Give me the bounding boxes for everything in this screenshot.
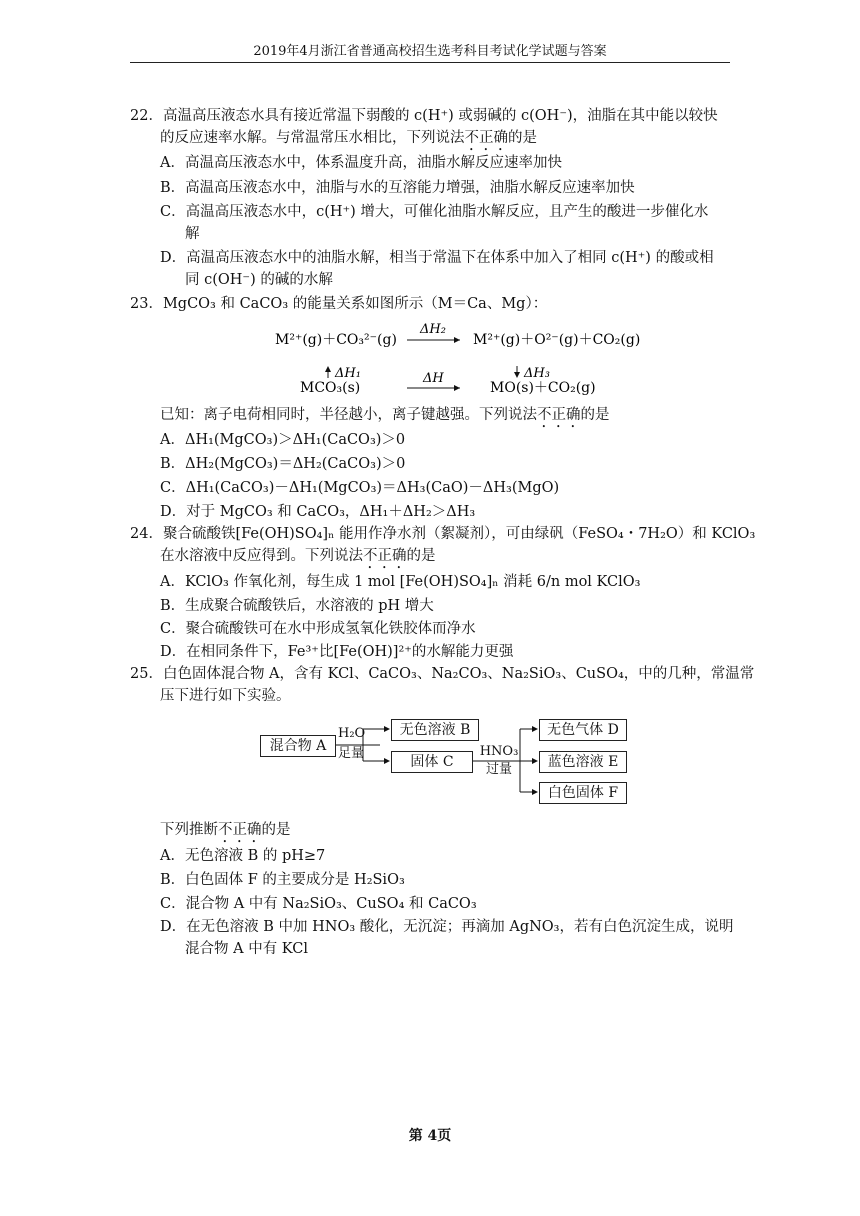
q25-option-b: B．白色固体 F 的主要成分是 H₂SiO₃ — [160, 872, 405, 888]
q25-stem-line1: 25．白色固体混合物 A，含有 KCl、CaCO₃、Na₂CO₃、Na₂SiO₃、CuSO₄，中的几种，常温常 — [130, 666, 755, 682]
q24-option-d: D．在相同条件下，Fe³⁺比[Fe(OH)]²⁺的水解能力更强 — [160, 644, 514, 660]
q25-emphasis: 不正确 — [218, 822, 262, 838]
diagram-dh-label: ΔH — [423, 371, 444, 386]
q22-option-a: A．高温高压液态水中，体系温度升高，油脂水解反应速率加快 — [160, 155, 562, 171]
label-excess: 过量 — [485, 762, 512, 777]
page-number: 第 4页 — [408, 1128, 452, 1144]
q23-emphasis: 不正确 — [537, 407, 581, 423]
q25-option-a: A．无色溶液 B 的 pH≥7 — [160, 848, 326, 864]
experiment-flowchart — [235, 716, 635, 806]
q24-stem-line1: 24．聚合硫酸铁[Fe(OH)SO₄]ₙ 能用作净水剂（絮凝剂），可由绿矾（FeSO₄・7H₂O）和 KClO₃ — [130, 526, 756, 542]
q24-emphasis: 不正确 — [363, 548, 407, 564]
diagram-dh2-label: ΔH₂ — [420, 322, 446, 337]
q24-option-b: B．生成聚合硫酸铁后，水溶液的 pH 增大 — [160, 598, 434, 614]
q23-option-b: B．ΔH₂(MgCO₃)＝ΔH₂(CaCO₃)＞0 — [160, 456, 406, 472]
q23-option-a: A．ΔH₁(MgCO₃)＞ΔH₁(CaCO₃)＞0 — [160, 432, 406, 448]
q23-option-d: D．对于 MgCO₃ 和 CaCO₃，ΔH₁＋ΔH₂＞ΔH₃ — [160, 504, 476, 520]
diagram-top-left: M²⁺(g)＋CO₃²⁻(g) — [275, 332, 397, 348]
q22-stem-line2: 的反应速率水解。与常温常压水相比，下列说法不正确的是 — [160, 130, 537, 146]
diagram-bottom-right: MO(s)＋CO₂(g) — [490, 380, 596, 396]
q25-option-d-line2: 混合物 A 中有 KCl — [185, 941, 308, 957]
label-h2o: H₂O — [338, 726, 366, 741]
q22-stem-line1: 22．高温高压液态水具有接近常温下弱酸的 c(H⁺) 或弱碱的 c(OH⁻)，油脂在其中能以较快 — [130, 108, 718, 124]
diagram-bottom-left: MCO₃(s) — [300, 380, 361, 396]
diagram-down-arrowhead — [514, 372, 520, 378]
q22-option-d-line2: 同 c(OH⁻) 的碱的水解 — [185, 272, 333, 288]
label-enough: 足量 — [337, 746, 364, 761]
q23-stem: 23．MgCO₃ 和 CaCO₃ 的能量关系如图所示（M＝Ca、Mg）： — [130, 296, 548, 312]
q25-stem-line2: 压下进行如下实验。 — [160, 688, 291, 704]
q25-inference-stem: 下列推断不正确的是 — [160, 822, 291, 838]
header-rule — [130, 62, 730, 63]
q24-option-a: A．KClO₃ 作氧化剂，每生成 1 mol [Fe(OH)SO₄]ₙ 消耗 6/n mol KClO₃ — [160, 574, 641, 590]
box-solution-e: 蓝色溶液 E — [539, 751, 627, 773]
diagram-top-arrowhead — [454, 337, 460, 343]
diagram-top-right: M²⁺(g)＋O²⁻(g)＋CO₂(g) — [473, 332, 641, 348]
q22-option-d-line1: D．高温高压液态水中的油脂水解，相当于常温下在体系中加入了相同 c(H⁺) 的酸或相 — [160, 250, 714, 266]
box-mixture-a: 混合物 A — [260, 735, 336, 757]
diagram-dh1-label: ΔH₁ — [335, 366, 361, 381]
energy-cycle-diagram — [255, 318, 655, 398]
q25-option-d-line1: D．在无色溶液 B 中加 HNO₃ 酸化，无沉淀；再滴加 AgNO₃，若有白色沉淀生成，说明 — [160, 919, 734, 935]
q25-option-c: C．混合物 A 中有 Na₂SiO₃、CuSO₄ 和 CaCO₃ — [160, 896, 477, 912]
q23-known: 已知：离子电荷相同时，半径越小，离子键越强。下列说法不正确的是 — [160, 407, 610, 423]
diagram-bottom-arrowhead — [454, 385, 460, 391]
q24-option-c: C．聚合硫酸铁可在水中形成氢氧化铁胶体而净水 — [160, 621, 476, 637]
q22-option-c-line2: 解 — [185, 226, 200, 242]
box-solid-f: 白色固体 F — [539, 782, 627, 804]
box-gas-d: 无色气体 D — [539, 719, 627, 741]
diagram-dh3-label: ΔH₃ — [524, 366, 550, 381]
label-hno3: HNO₃ — [479, 744, 519, 759]
diagram-up-arrowhead — [325, 366, 331, 372]
q24-stem-line2: 在水溶液中反应得到。下列说法不正确的是 — [160, 548, 436, 564]
box-solution-b: 无色溶液 B — [391, 719, 479, 741]
box-solid-c: 固体 C — [391, 751, 473, 773]
q22-emphasis: 不正确 — [464, 130, 508, 146]
page-header: 2019年4月浙江省普通高校招生选考科目考试化学试题与答案 — [253, 44, 607, 59]
q22-option-b: B．高温高压液态水中，油脂与水的互溶能力增强，油脂水解反应速率加快 — [160, 180, 635, 196]
q22-option-c-line1: C．高温高压液态水中，c(H⁺) 增大，可催化油脂水解反应，且产生的酸进一步催化水 — [160, 204, 709, 220]
q23-option-c: C．ΔH₁(CaCO₃)－ΔH₁(MgCO₃)＝ΔH₃(CaO)－ΔH₃(MgO) — [160, 480, 560, 496]
